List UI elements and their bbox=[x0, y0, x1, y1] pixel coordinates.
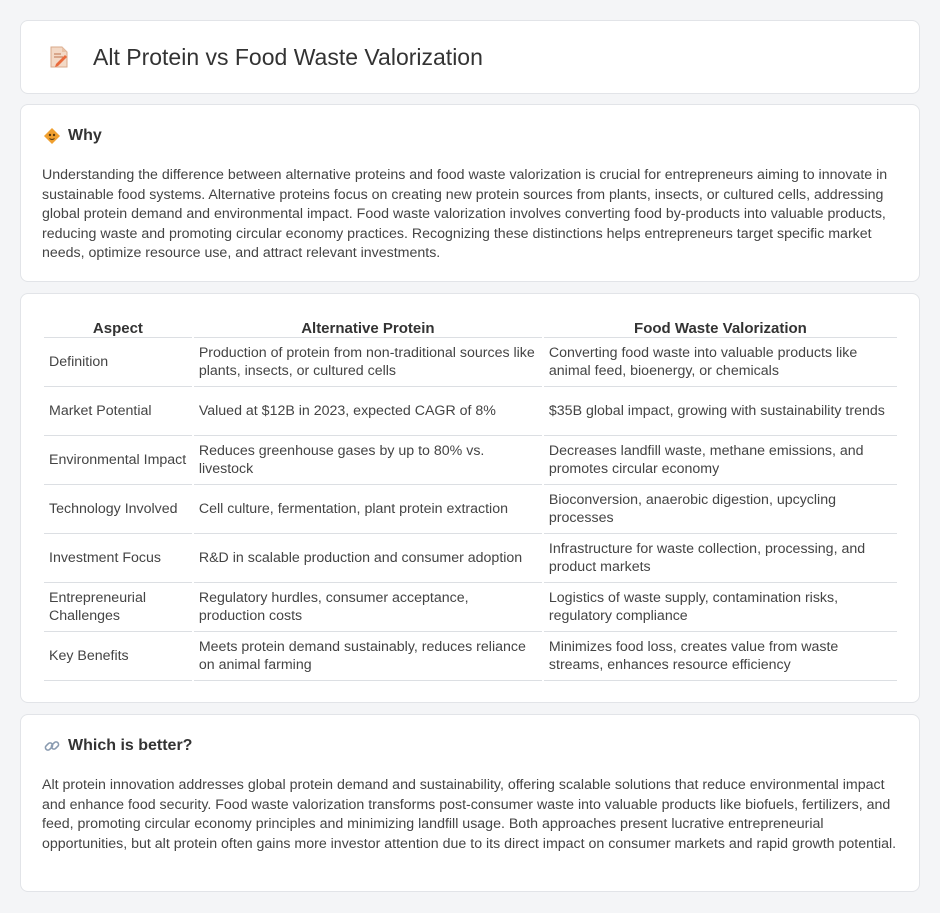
header-aspect: Aspect bbox=[44, 314, 192, 338]
table-row bbox=[44, 485, 897, 534]
row-food-waste: Decreases landfill waste, methane emissions, and promotes circular economy bbox=[544, 436, 897, 485]
row-food-waste: $35B global impact, growing with sustainability trends bbox=[544, 387, 897, 436]
comparison-section bbox=[20, 293, 920, 703]
header-food-waste-valorization: Food Waste Valorization bbox=[544, 314, 897, 338]
row-alt-protein: Valued at $12B in 2023, expected CAGR of 8% bbox=[194, 387, 542, 436]
table-header-row bbox=[44, 314, 897, 338]
row-aspect: Technology Involved bbox=[44, 485, 192, 534]
row-alt-protein: Production of protein from non-traditional sources like plants, insects, or cultured cells bbox=[194, 338, 542, 387]
document-edit-icon bbox=[47, 45, 71, 69]
which-is-better-heading: Which is better? bbox=[68, 737, 193, 754]
row-food-waste: Converting food waste into valuable products like animal feed, bioenergy, or chemicals bbox=[544, 338, 897, 387]
row-aspect: Definition bbox=[44, 338, 192, 387]
row-food-waste: Infrastructure for waste collection, processing, and product markets bbox=[544, 534, 897, 583]
row-alt-protein: Reduces greenhouse gases by up to 80% vs. livestock bbox=[194, 436, 542, 485]
row-alt-protein: R&D in scalable production and consumer adoption bbox=[194, 534, 542, 583]
header-alternative-protein: Alternative Protein bbox=[194, 314, 542, 338]
why-heading: Why bbox=[68, 127, 102, 144]
comparison-table bbox=[42, 314, 899, 681]
page-title: Alt Protein vs Food Waste Valorization bbox=[93, 43, 483, 70]
table-row bbox=[44, 534, 897, 583]
row-alt-protein: Regulatory hurdles, consumer acceptance, production costs bbox=[194, 583, 542, 632]
row-food-waste: Logistics of waste supply, contamination risks, regulatory compliance bbox=[544, 583, 897, 632]
diamond-warning-icon bbox=[43, 127, 61, 145]
table-row bbox=[44, 387, 897, 436]
which-is-better-body: Alt protein innovation addresses global protein demand and sustainability, offering scalable solutions that reduce environmental impact and enhance food security. Food waste valorization transforms post-consumer waste into valuable products like biofuels, fertilizers, and feed, promoting circular economy principles and minimizing landfill usage. Both approaches present lucrative entrepreneurial opportunities, but alt protein often gains more investor attention due to its direct impact on consumer markets and rapid growth potential. bbox=[42, 777, 897, 852]
table-row bbox=[44, 583, 897, 632]
row-alt-protein: Cell culture, fermentation, plant protein extraction bbox=[194, 485, 542, 534]
title-card bbox=[20, 20, 920, 94]
why-body: Understanding the difference between alternative proteins and food waste valorization is crucial for entrepreneurs aiming to innovate in sustainable food systems. Alternative proteins focus on creating new protein sources from plants, insects, or cultured cells, addressing global protein demand and environmental impact. Food waste valorization involves converting food by-products into valuable products, reducing waste and promoting circular economy practices. Recognizing these distinctions helps entrepreneurs target specific market needs, optimize resource use, and attract relevant investments. bbox=[42, 167, 888, 262]
row-alt-protein: Meets protein demand sustainably, reduces reliance on animal farming bbox=[194, 632, 542, 681]
row-aspect: Environmental Impact bbox=[44, 436, 192, 485]
table-row bbox=[44, 436, 897, 485]
table-row bbox=[44, 338, 897, 387]
row-aspect: Investment Focus bbox=[44, 534, 192, 583]
row-aspect: Key Benefits bbox=[44, 632, 192, 681]
which-is-better-section bbox=[20, 714, 920, 892]
row-food-waste: Bioconversion, anaerobic digestion, upcycling processes bbox=[544, 485, 897, 534]
table-row bbox=[44, 632, 897, 681]
row-aspect: Entrepreneurial Challenges bbox=[44, 583, 192, 632]
row-food-waste: Minimizes food loss, creates value from waste streams, enhances resource efficiency bbox=[544, 632, 897, 681]
row-aspect: Market Potential bbox=[44, 387, 192, 436]
link-icon bbox=[43, 737, 61, 755]
why-section bbox=[20, 104, 920, 282]
